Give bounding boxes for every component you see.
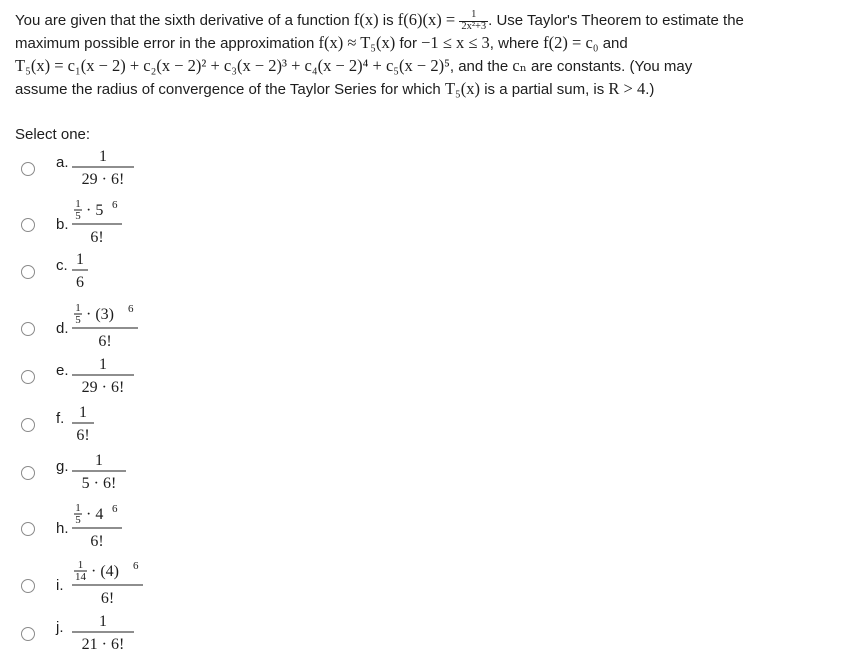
option-letter: a.: [56, 154, 69, 171]
exponent: 6: [112, 503, 118, 515]
question-text-segment: are constants. (You may: [526, 58, 693, 76]
fraction-denominator: 29 · 6!: [81, 171, 125, 188]
option-fraction: [72, 244, 152, 298]
option-fraction: [72, 606, 152, 660]
inner-fraction-numerator: 1: [75, 302, 81, 314]
fraction-denominator: 5 · 6!: [81, 475, 117, 492]
inner-fraction-denominator: 14: [75, 571, 86, 583]
option-fraction: [72, 445, 152, 499]
question-text-segment: for: [395, 35, 422, 53]
radio-button[interactable]: [21, 370, 35, 384]
question-text-segment: and: [598, 35, 628, 53]
sixth-derivative-fraction: [459, 10, 488, 32]
option-letter: e.: [56, 362, 69, 379]
inner-fraction-denominator: 5: [75, 314, 81, 326]
answer-option-e[interactable]: [0, 352, 300, 402]
radio-button[interactable]: [21, 218, 35, 232]
option-letter: f.: [56, 410, 65, 427]
option-letter: h.: [56, 520, 69, 537]
answer-option-a[interactable]: [0, 144, 300, 194]
question-text-segment: , and the: [449, 58, 513, 76]
fraction-denominator: 6!: [98, 333, 112, 350]
math-t5: T₅(x): [444, 79, 481, 99]
inner-fraction-numerator: 1: [77, 559, 84, 571]
answer-option-h[interactable]: [0, 504, 300, 554]
exponent: 6: [128, 303, 134, 315]
option-letter: c.: [56, 257, 68, 274]
fraction-denominator: 6!: [100, 590, 115, 607]
answer-option-j[interactable]: [0, 609, 300, 659]
question-text-segment: . Use Taylor's Theorem to estimate the: [488, 12, 744, 29]
numerator-factor: · 5: [86, 202, 104, 219]
question-line-1: [15, 9, 835, 32]
inner-fraction-numerator: 1: [75, 198, 81, 210]
answer-option-i[interactable]: [0, 561, 300, 611]
math-cn: cₙ: [512, 56, 527, 76]
radio-button[interactable]: [21, 579, 35, 593]
question-text-segment: You are given that the sixth derivative of a function: [15, 12, 354, 29]
radio-button[interactable]: [21, 466, 35, 480]
fraction-denominator: 2x²+3: [461, 20, 487, 32]
option-letter: j.: [56, 619, 64, 636]
radio-button[interactable]: [21, 322, 35, 336]
option-fraction: [72, 197, 152, 251]
question-text-segment: , where: [489, 35, 544, 53]
math-taylor-polynomial: T₅(x) = c₁(x − 2) + c₂(x − 2)² + c₃(x − 2)³ + c₄(x − 2)⁴ + c₅(x − 2)⁵: [15, 56, 450, 76]
fraction-numerator: 1: [95, 452, 103, 469]
question-text: [15, 9, 835, 101]
option-fraction: [72, 349, 152, 403]
question-text-segment: is a partial sum, is: [480, 81, 609, 99]
inner-fraction-denominator: 5: [75, 514, 81, 526]
fraction-denominator: 6!: [76, 427, 90, 444]
radio-button[interactable]: [21, 265, 35, 279]
fraction-denominator: 6: [76, 274, 84, 291]
fraction-denominator: 6!: [90, 229, 104, 246]
option-letter: d.: [56, 320, 69, 337]
fraction-numerator: 1: [79, 404, 87, 421]
radio-button[interactable]: [21, 418, 35, 432]
question-text-segment: assume the radius of convergence of the Taylor Series for which: [15, 81, 445, 99]
question-text-segment: is: [378, 12, 398, 29]
answer-option-g[interactable]: [0, 448, 300, 498]
option-fraction: [72, 397, 152, 451]
fraction-denominator: 21 · 6!: [81, 636, 125, 653]
inner-fraction-denominator: 5: [75, 210, 81, 222]
option-letter: b.: [56, 216, 69, 233]
fraction-numerator: 1: [99, 148, 107, 165]
option-letter: g.: [56, 458, 69, 475]
fraction-denominator: 29 · 6!: [81, 379, 125, 396]
fraction-denominator: 6!: [90, 533, 104, 550]
question-text-segment: .): [645, 81, 655, 99]
option-letter: i.: [56, 577, 64, 594]
numerator-factor: · 4: [86, 506, 104, 523]
answer-option-d[interactable]: [0, 304, 300, 354]
fraction-numerator: 1: [76, 251, 84, 268]
radio-button[interactable]: [21, 522, 35, 536]
answer-option-f[interactable]: [0, 400, 300, 450]
inner-fraction-numerator: 1: [75, 502, 81, 514]
numerator-factor: · (4): [91, 563, 119, 580]
question-line-4: [15, 78, 835, 101]
numerator-factor: · (3): [86, 306, 114, 323]
math-radius-condition: R > 4: [608, 79, 646, 99]
fraction-numerator: 1: [99, 356, 107, 373]
answer-option-b[interactable]: [0, 200, 300, 250]
math-approximation: f(x) ≈ T₅(x): [318, 33, 396, 53]
question-line-3: [15, 55, 835, 78]
answer-option-c[interactable]: [0, 247, 300, 297]
radio-button[interactable]: [21, 162, 35, 176]
exponent: 6: [133, 560, 139, 572]
option-fraction: [72, 501, 152, 555]
radio-button[interactable]: [21, 627, 35, 641]
question-text-segment: maximum possible error in the approximation: [15, 35, 319, 53]
select-one-label: Select one:: [15, 126, 91, 143]
exponent: 6: [112, 199, 118, 211]
option-fraction: [72, 141, 152, 195]
math-f-of-2: f(2) = c₀: [543, 33, 599, 53]
option-fraction: [72, 301, 152, 355]
fraction-numerator: 1: [99, 613, 107, 630]
math-sixth-derivative: f(6)(x) =: [397, 10, 456, 29]
option-fraction: [72, 558, 152, 612]
math-f-of-x: f(x): [353, 10, 379, 29]
math-interval: −1 ≤ x ≤ 3: [421, 33, 490, 53]
fraction-numerator: 1: [459, 10, 488, 22]
question-line-2: [15, 32, 835, 55]
